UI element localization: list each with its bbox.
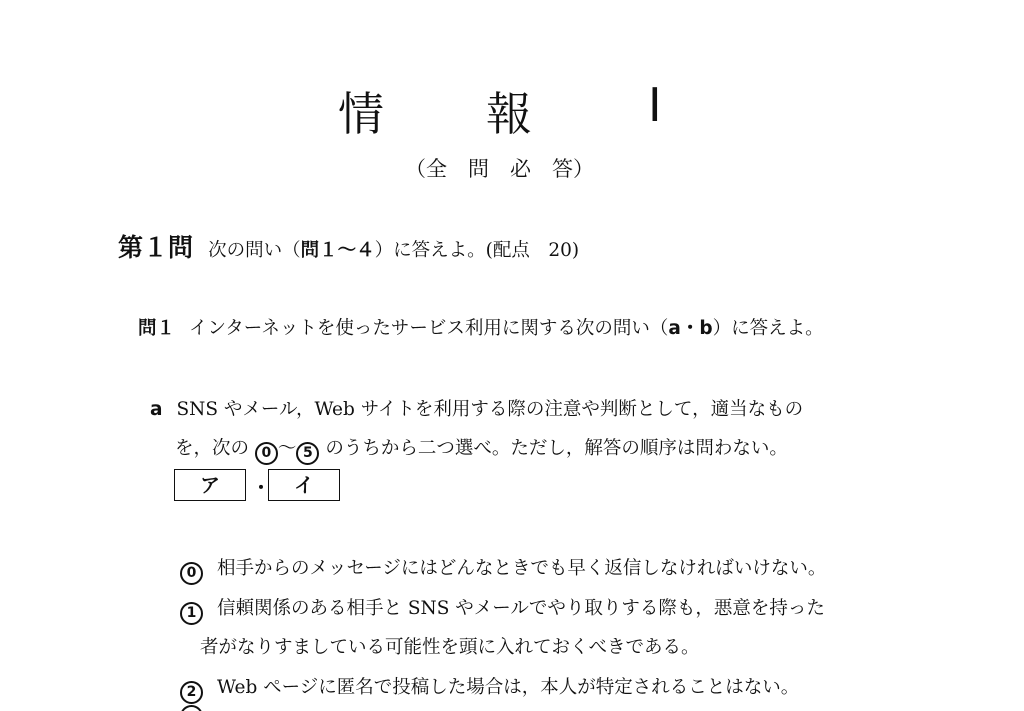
toi-1-line [138,314,824,340]
question-instruction-range: 問１～４ [300,240,375,261]
part-a-text-2-post: のうちから二つ選べ。ただし，解答の順序は問わない。 [325,438,788,459]
choice-1-continued: 者がなりすましている可能性を頭に入れておくべきである。 [200,637,700,658]
next-choice-marker-partial [180,705,203,711]
choice-2 [180,673,799,704]
question-1-heading [118,228,579,264]
answer-box-a[interactable]: ア [174,469,246,501]
subtitle: （全 問 必 答） [405,157,594,181]
part-a-label: a [150,399,163,420]
choice-start-marker: 0 [255,442,278,465]
toi-text-parts: a・b [668,318,713,339]
choice-2-text: Web ページに匿名で投稿した場合は，本人が特定されることはない。 [217,677,800,698]
part-a-text-2-pre: を，次の [175,438,250,459]
choice-0-text: 相手からのメッセージにはどんなときでも早く返信しなければいけない。 [217,558,827,579]
question-instruction-pre: 次の問い（ [208,240,301,261]
title-char-1: 情 [338,87,384,141]
choice-0 [180,554,826,585]
part-a-text-2-mid: ～ [277,438,297,459]
question-instruction-post: ）に答えよ。(配点 20) [374,240,580,261]
title-char-3: I [648,78,662,132]
choice-1-text-1: 信頼関係のある相手と SNS やメールでやり取りする際も，悪意を持った [217,598,825,619]
choice-2-marker: 2 [180,681,203,704]
title-char-2: 報 [486,87,532,141]
answer-box-i[interactable]: イ [268,469,340,501]
question-label: 第１問 [118,233,194,262]
toi-text-post: ）に答えよ。 [712,318,824,339]
choice-1-marker: 1 [180,602,203,625]
part-a-text-1: SNS やメール，Web サイトを利用する際の注意や判断として，適当なもの [176,399,804,420]
toi-label: 問１ [138,318,176,339]
toi-text-pre: インターネットを使ったサービス利用に関する次の問い（ [189,318,669,339]
choice-0-marker: 0 [180,562,203,585]
part-a-line-1 [150,395,803,421]
choice-end-marker: 5 [296,442,319,465]
choice-1 [180,594,825,625]
part-a-line-2 [175,434,788,465]
answer-separator: ・ [252,478,270,499]
